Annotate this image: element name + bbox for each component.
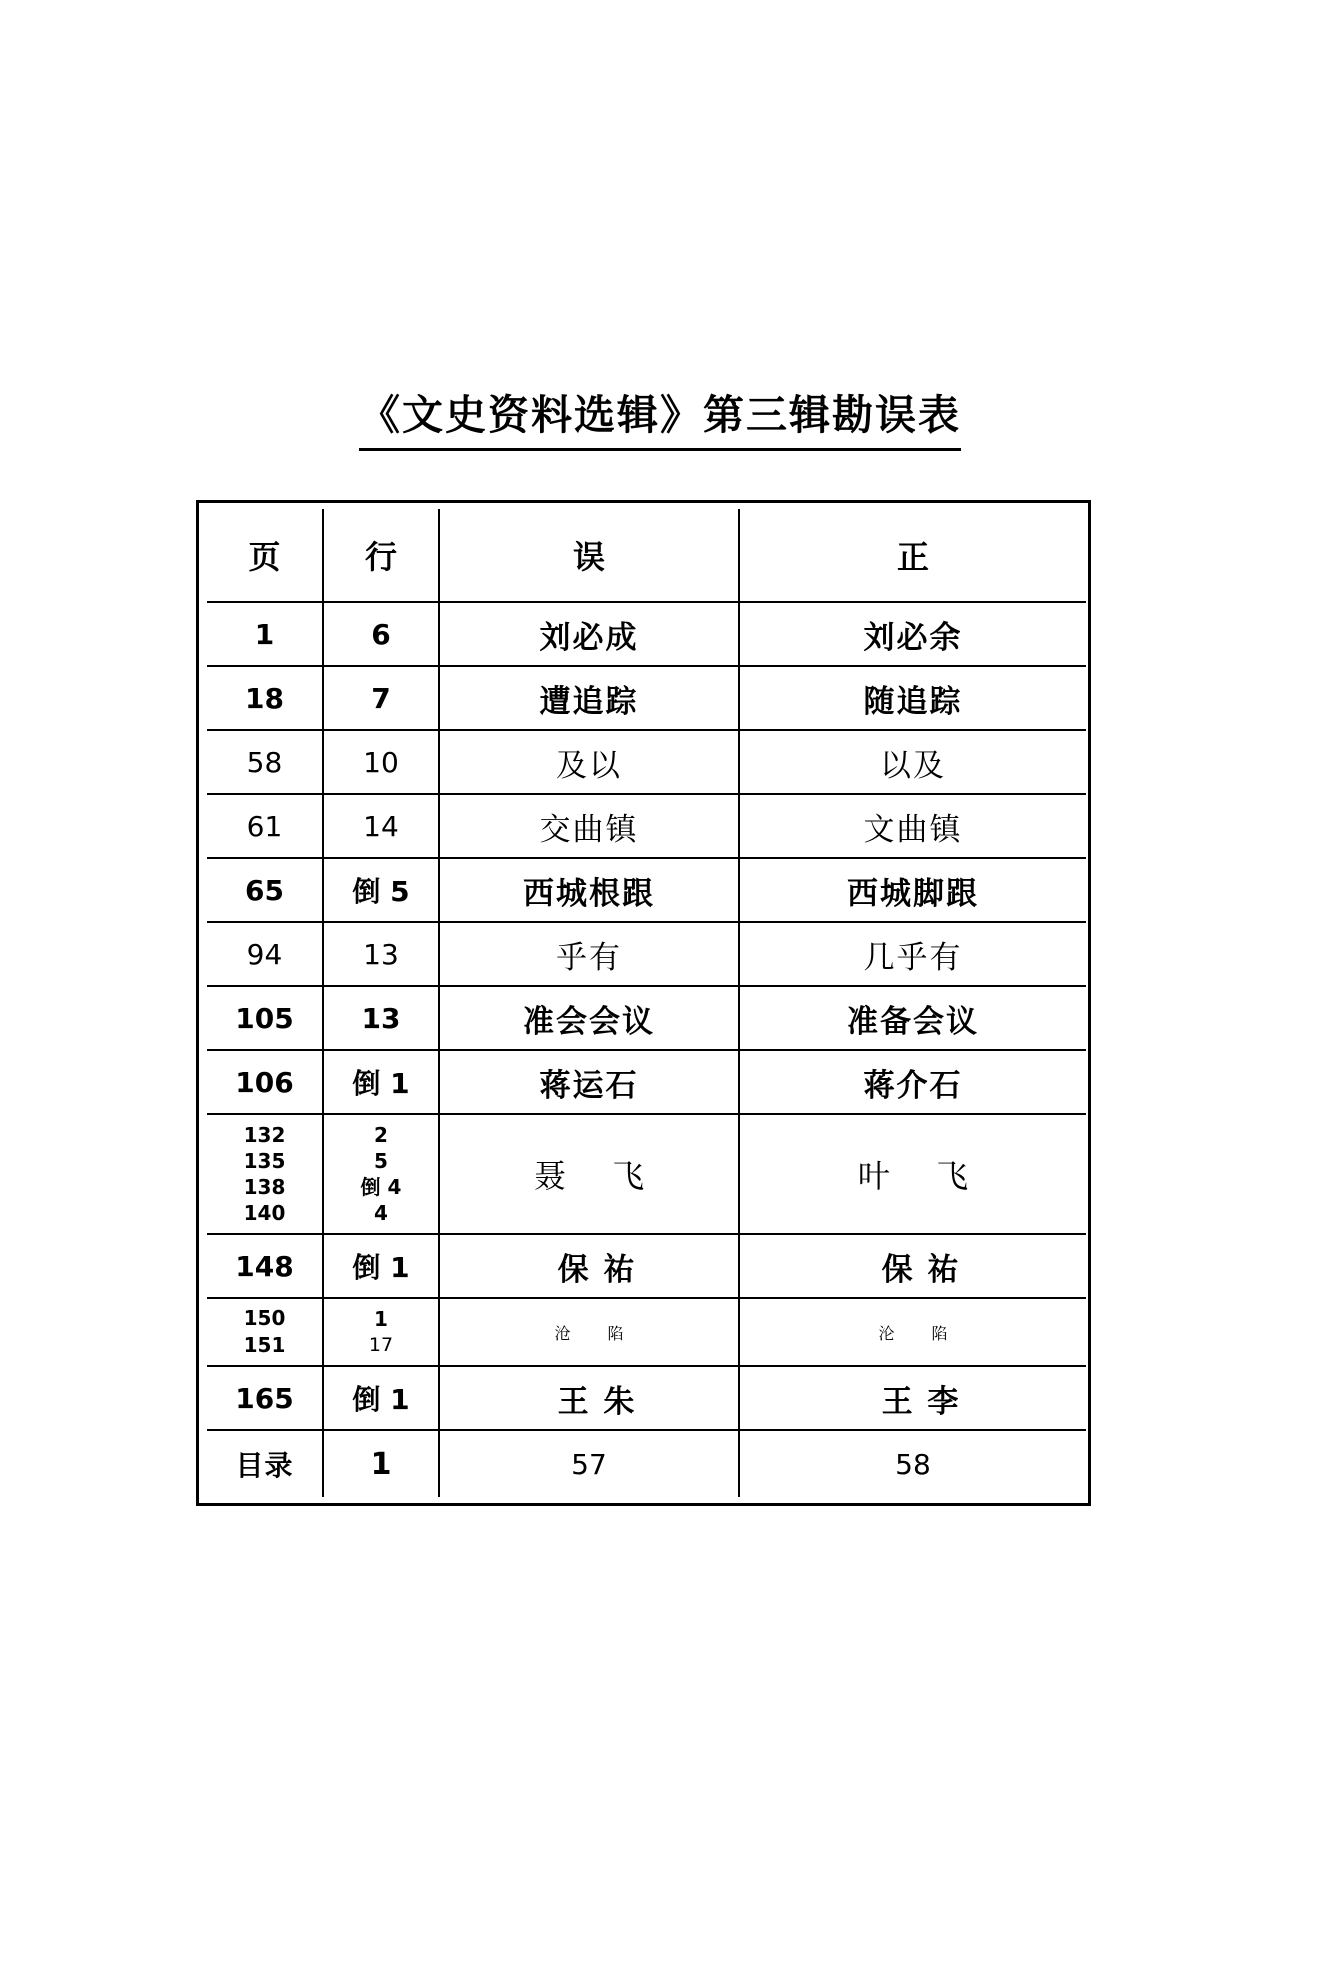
- table-row-page-pair: [207, 1298, 1086, 1366]
- cell-page: 65: [207, 858, 323, 922]
- cell-line: 倒 5: [323, 858, 439, 922]
- cell-page: 目录: [207, 1430, 323, 1497]
- cell-line: 14: [323, 794, 439, 858]
- cell-page-group: [207, 1298, 323, 1366]
- cell-page: 150: [243, 1306, 286, 1330]
- cell-wrong: 蒋运石: [439, 1050, 739, 1114]
- cell-line-group: [323, 1298, 439, 1366]
- page-title: 《文史资料选辑》第三辑勘误表: [359, 382, 961, 451]
- table-row: [207, 794, 1086, 858]
- cell-line: 1: [374, 1306, 388, 1331]
- cell-page: 135: [243, 1149, 286, 1173]
- errata-table-container: [196, 500, 1091, 1506]
- cell-page: 140: [243, 1201, 286, 1225]
- cell-line: 13: [323, 986, 439, 1050]
- cell-correct: 刘必余: [739, 602, 1086, 666]
- cell-line: 6: [323, 602, 439, 666]
- page-title-container: [0, 382, 1320, 451]
- cell-wrong: 刘必成: [439, 602, 739, 666]
- cell-line: 13: [323, 922, 439, 986]
- cell-page: 132: [243, 1123, 286, 1147]
- column-header-wrong: 误: [439, 509, 739, 602]
- table-row: [207, 1366, 1086, 1430]
- cell-correct: 文曲镇: [739, 794, 1086, 858]
- table-row: [207, 858, 1086, 922]
- cell-page: 58: [207, 730, 323, 794]
- cell-line: 倒 1: [323, 1366, 439, 1430]
- cell-line: 倒 1: [323, 1234, 439, 1298]
- cell-wrong: 西城根跟: [439, 858, 739, 922]
- cell-page: 148: [207, 1234, 323, 1298]
- cell-wrong: 保 祐: [439, 1234, 739, 1298]
- table-row-multi-page: [207, 1114, 1086, 1234]
- cell-correct: 西城脚跟: [739, 858, 1086, 922]
- cell-line: 7: [323, 666, 439, 730]
- cell-wrong: 交曲镇: [439, 794, 739, 858]
- table-row: [207, 730, 1086, 794]
- cell-correct: 随追踪: [739, 666, 1086, 730]
- column-header-page: 页: [207, 509, 323, 602]
- cell-page: 94: [207, 922, 323, 986]
- cell-correct: 王 李: [739, 1366, 1086, 1430]
- column-header-line: 行: [323, 509, 439, 602]
- cell-wrong: 乎有: [439, 922, 739, 986]
- cell-correct: 58: [895, 1447, 931, 1481]
- table-row: [207, 922, 1086, 986]
- column-header-correct: 正: [739, 509, 1086, 602]
- table-row: [207, 602, 1086, 666]
- cell-wrong: 聂 飞: [439, 1114, 739, 1234]
- cell-line: 2: [374, 1123, 388, 1147]
- table-row: [207, 1050, 1086, 1114]
- cell-page-group: [207, 1114, 323, 1234]
- table-row: [207, 1234, 1086, 1298]
- cell-page: 106: [207, 1050, 323, 1114]
- table-row: [207, 666, 1086, 730]
- cell-correct: 准备会议: [739, 986, 1086, 1050]
- cell-line: 倒 4: [360, 1175, 402, 1199]
- cell-page: 105: [207, 986, 323, 1050]
- cell-wrong: 57: [439, 1430, 739, 1497]
- cell-correct: 保 祐: [739, 1234, 1086, 1298]
- cell-wrong: 王 朱: [439, 1366, 739, 1430]
- table-row: [207, 986, 1086, 1050]
- cell-line: 5: [374, 1149, 388, 1173]
- cell-correct: 蒋介石: [739, 1050, 1086, 1114]
- cell-page: 61: [207, 794, 323, 858]
- cell-correct: 沦 陷: [739, 1298, 1086, 1366]
- cell-line: 10: [323, 730, 439, 794]
- cell-page: 1: [207, 602, 323, 666]
- cell-page: 165: [207, 1366, 323, 1430]
- cell-line: 4: [374, 1201, 388, 1225]
- cell-line-group: [323, 1114, 439, 1234]
- table-row-contents: [207, 1430, 1086, 1497]
- cell-correct: 以及: [739, 730, 1086, 794]
- cell-wrong: 沧 陷: [439, 1298, 739, 1366]
- cell-page: 138: [243, 1175, 286, 1199]
- cell-line: 1: [323, 1430, 439, 1497]
- cell-correct: 叶 飞: [739, 1114, 1086, 1234]
- errata-table: [207, 509, 1086, 1497]
- cell-page: 151: [243, 1333, 286, 1357]
- cell-wrong: 及以: [439, 730, 739, 794]
- cell-wrong: 准会会议: [439, 986, 739, 1050]
- cell-wrong: 遭追踪: [439, 666, 739, 730]
- cell-correct: 几乎有: [739, 922, 1086, 986]
- cell-line: 倒 1: [323, 1050, 439, 1114]
- cell-line: 17: [368, 1333, 394, 1356]
- cell-page: 18: [207, 666, 323, 730]
- table-header-row: [207, 509, 1086, 602]
